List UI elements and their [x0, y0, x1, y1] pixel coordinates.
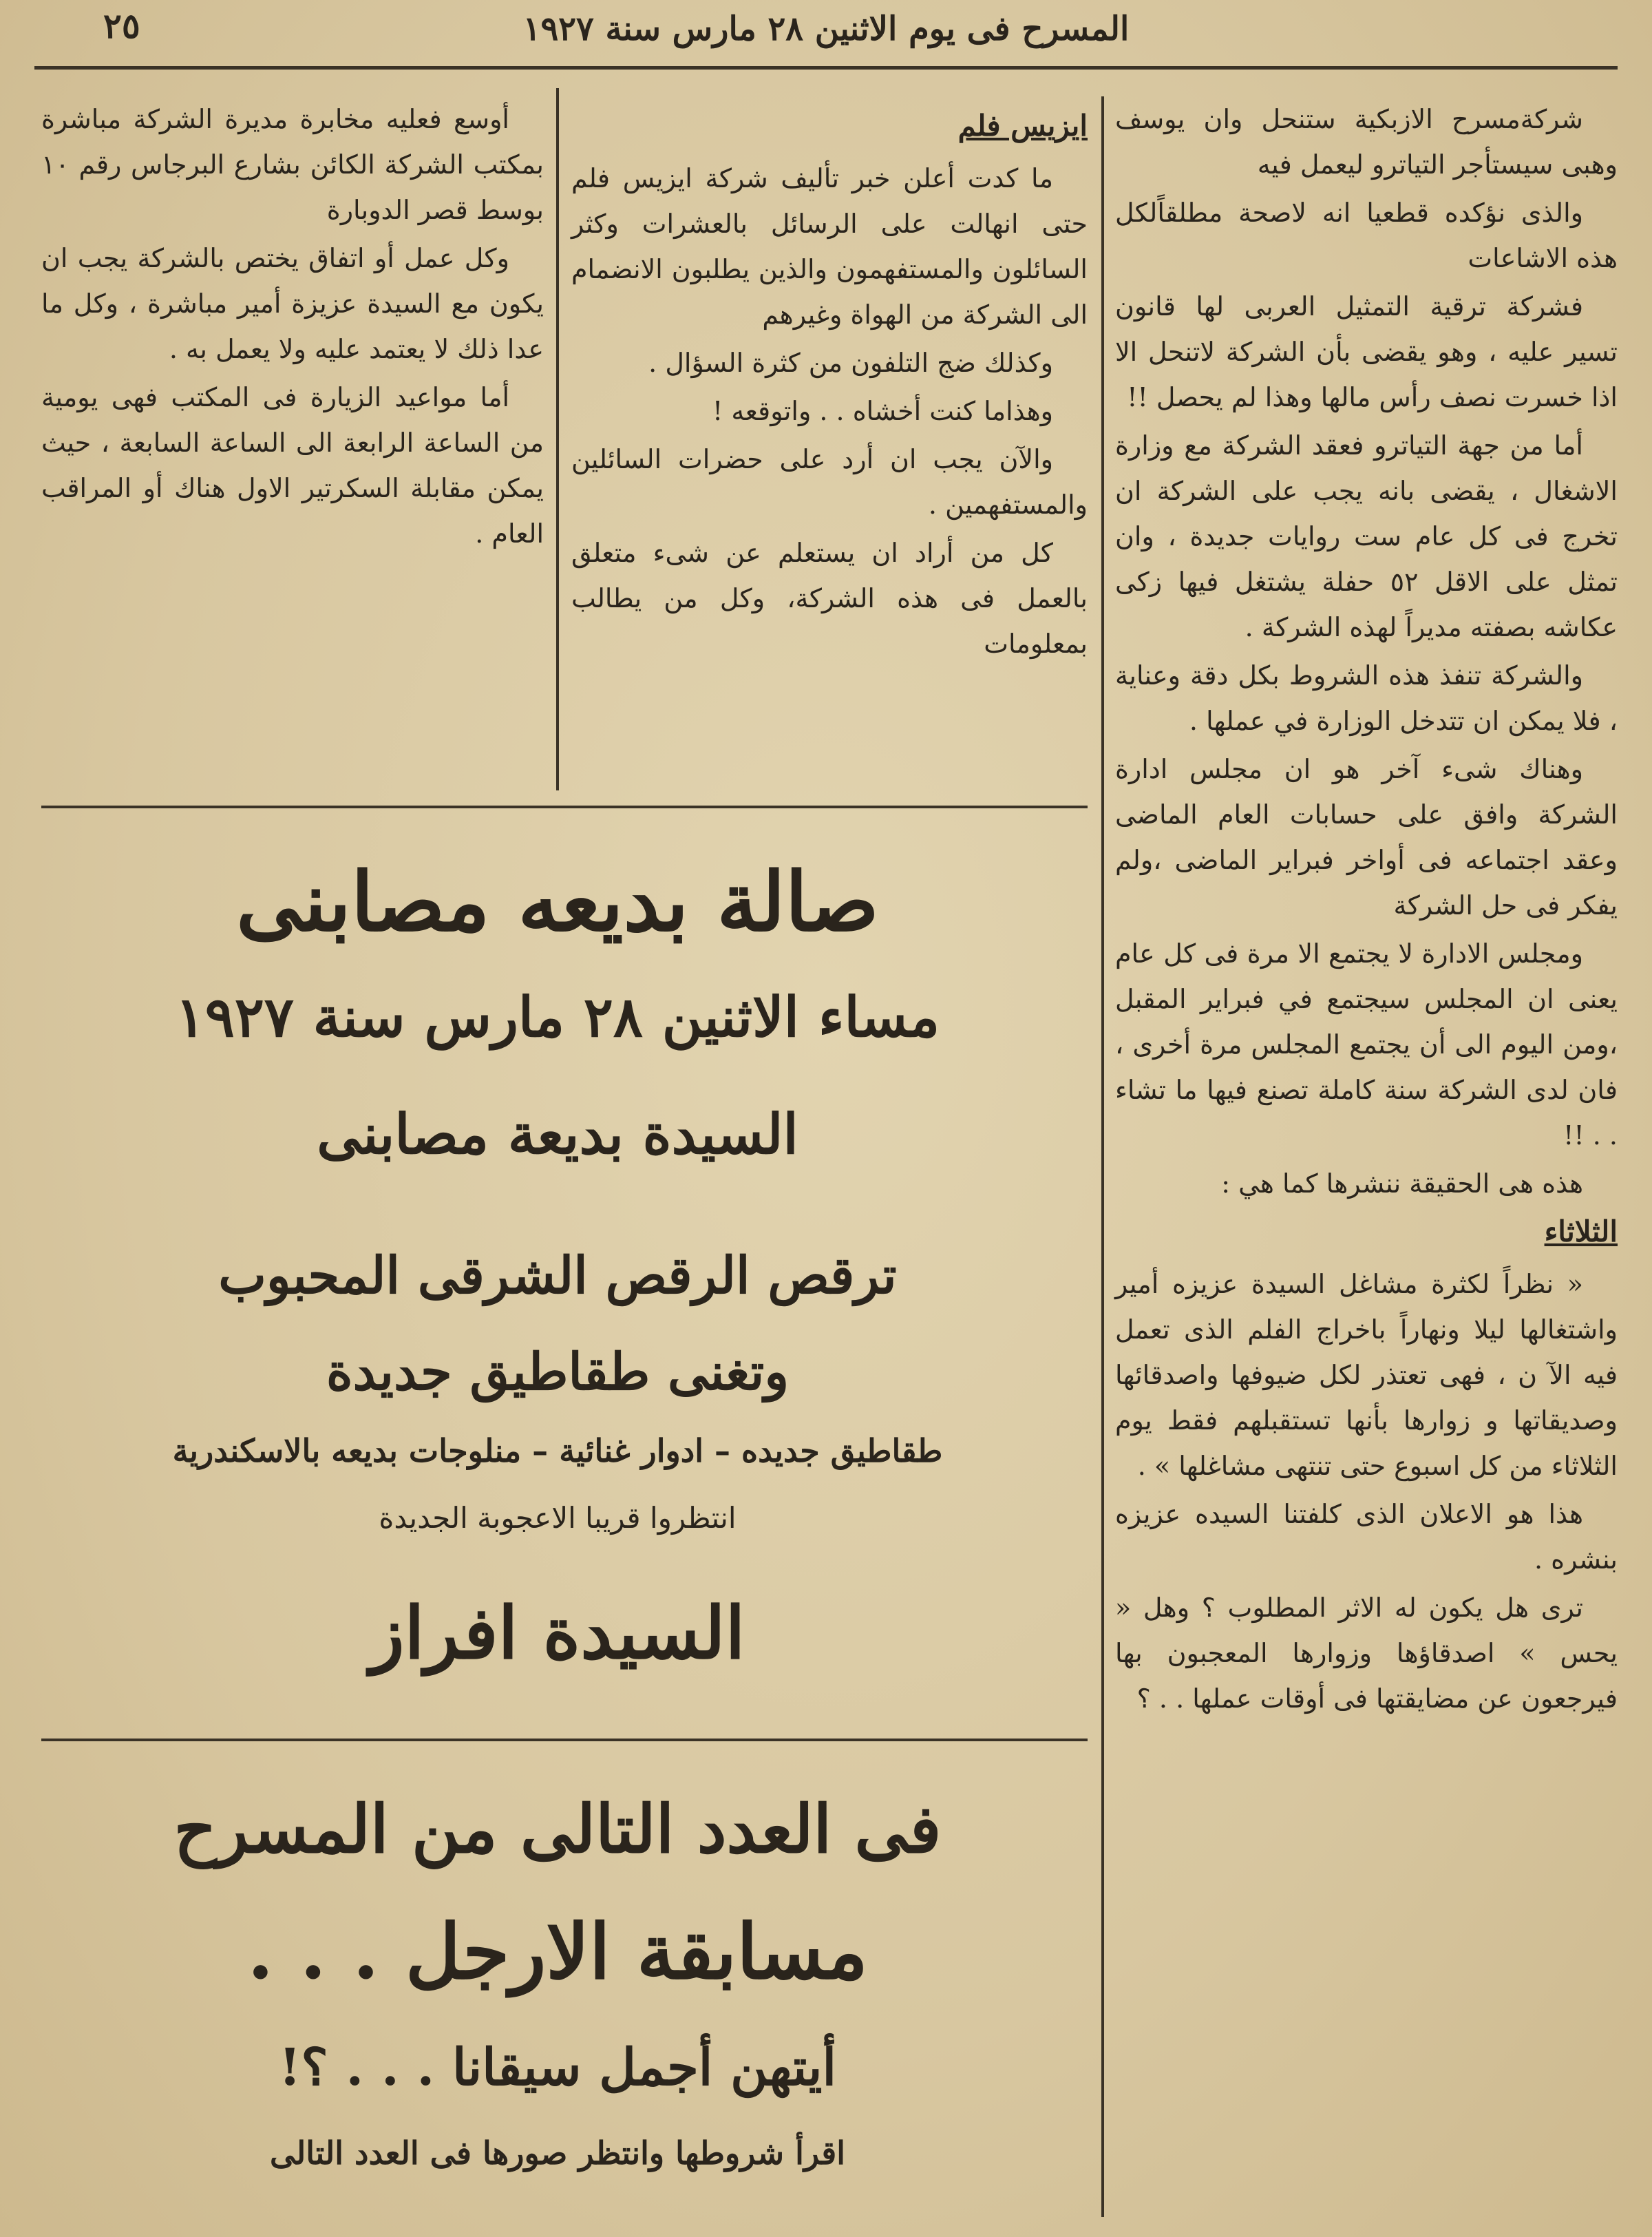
- paragraph: ترى هل يكون له الاثر المطلوب ؟ وهل « يحس » اصدقاؤها وزوارها المعجبون بها فيرجعون عن مضايقتها فى أوقات عملها . . ؟: [1115, 1593, 1618, 1714]
- announcement-contest: مسابقة الارجل . . .: [247, 1907, 868, 1996]
- article-middle-column: [571, 103, 1088, 669]
- column-divider-right: [1101, 96, 1104, 2217]
- advert-song-line: وتغنى طقاطيق جديدة: [326, 1343, 790, 1402]
- paragraph: أوسع فعليه مخابرة مديرة الشركة مباشرة بمكتب الشركة الكائن بشارع البرجاس رقم ١٠ بوسط قصر الدوبارة: [41, 104, 544, 225]
- article-right-column: [1115, 96, 1618, 1724]
- subheading: الثلاثاء: [1544, 1215, 1618, 1248]
- advert-top-rule: [41, 806, 1088, 808]
- paragraph: والذى نؤكده قطعيا انه لاصحة مطلقاًلكل هذه الاشاعات: [1115, 198, 1618, 273]
- paragraph: أما من جهة التياترو فعقد الشركة مع وزارة الاشغال ، يقضى بانه يجب على الشركة ان تخرج فى كل عام ست روايات جديدة ، وان تمثل على الاقل ٥٢ حفلة يشتغل فيها زكى عكاشه بصفته مديراً لهذه الشركة .: [1115, 430, 1618, 642]
- paragraph: شركةمسرح الازبكية ستنحل وان يوسف وهبى سيستأجر التياترو ليعمل فيه: [1115, 104, 1618, 180]
- advert-program: طقاطيق جديده – ادوار غنائية – منلوجات بديعه بالاسكندرية: [172, 1432, 943, 1469]
- paragraph: أما مواعيد الزيارة فى المكتب فهى يومية من الساعة الرابعة الى الساعة السابعة ، حيث يمكن مقابلة السكرتير الاول هناك أو المراقب العام .: [41, 382, 544, 549]
- paragraph: والشركة تنفذ هذه الشروط بكل دقة وعناية ، فلا يمكن ان تتدخل الوزارة في عملها .: [1115, 660, 1618, 736]
- announcement-instruction: اقرأ شروطها وانتظر صورها فى العدد التالى: [269, 2134, 846, 2172]
- advert-dance-line: ترقص الرقص الشرقى المحبوب: [218, 1246, 897, 1305]
- paragraph: وكل عمل أو اتفاق يختص بالشركة يجب ان يكون مع السيدة عزيزة أمير مباشرة ، وكل ما عدا ذلك لا يعتمد عليه ولا يعمل به .: [41, 243, 544, 364]
- header-rule: [34, 66, 1618, 70]
- paragraph: وهذاما كنت أخشاه . . واتوقعه !: [712, 396, 1053, 426]
- paragraph: هذا هو الاعلان الذى كلفتنا السيده عزيزه بنشره .: [1115, 1499, 1618, 1575]
- paragraph: كل من أراد ان يستعلم عن شىء متعلق بالعمل فى هذه الشركة، وكل من يطالب بمعلومات: [571, 538, 1088, 659]
- paragraph: فشركة ترقية التمثيل العربى لها قانون تسير عليه ، وهو يقضى بأن الشركة لاتنحل الا اذا خسرت نصف رأس مالها وهذا لم يحصل !!: [1115, 291, 1618, 412]
- page-number: ٢٥: [103, 6, 140, 46]
- column-divider-left: [556, 88, 559, 790]
- advert-performer: السيدة بديعة مصابنى: [317, 1102, 798, 1166]
- article-left-column: [41, 96, 544, 559]
- advert-headliner: السيدة افراز: [370, 1590, 745, 1675]
- paragraph: وكذلك ضج التلفون من كثرة السؤال .: [648, 348, 1053, 378]
- paragraph: والآن يجب ان أرد على حضرات السائلين والمستفهمين .: [571, 444, 1088, 520]
- announcement-next-issue: فى العدد التالى من المسرح: [173, 1790, 942, 1868]
- advert-coming-soon: انتظروا قريبا الاعجوبة الجديدة: [379, 1501, 737, 1535]
- paragraph: ومجلس الادارة لا يجتمع الا مرة فى كل عام يعنى ان المجلس سيجتمع في فبراير المقبل ،ومن اليوم الى أن يجتمع المجلس مرة أخرى ، فان لدى الشركة سنة كاملة تصنع فيها ما تشاء . . !!: [1115, 938, 1618, 1151]
- announcement-question: أيتهن أجمل سيقانا . . . ؟!: [278, 2038, 837, 2097]
- advert-venue: صالة بديعه مصابنى: [236, 854, 879, 949]
- paragraph: وهناك شىء آخر هو ان مجلس ادارة الشركة وافق على حسابات العام الماضى وعقد اجتماعه فى أواخر فبراير الماضى ،ولم يفكر فى حل الشركة: [1115, 754, 1618, 921]
- paragraph: ما كدت أعلن خبر تأليف شركة ايزيس فلم حتى انهالت على الرسائل بالعشرات وكثر السائلون والمستفهمون والذين يطلبون الانضمام الى الشركة من الهواة وغيرهم: [571, 163, 1088, 330]
- advert-date: مساء الاثنين ٢٨ مارس سنة ١٩٢٧: [175, 985, 940, 1049]
- announcement-top-rule: [41, 1739, 1088, 1741]
- paragraph: « نظراً لكثرة مشاغل السيدة عزيزه أمير واشتغالها ليلا ونهاراً باخراج الفلم الذى تعمل فيه الآ ن ، فهى تعتذر لكل ضيوفها واصدقائها وصديقاتها و زوارها بأنها تستقبلهم فقط يوم الثلاثاء من كل اسبوع حتى تنتهى مشاغلها » .: [1115, 1269, 1618, 1481]
- page-header-title: المسرح فى يوم الاثنين ٢٨ مارس سنة ١٩٢٧: [522, 10, 1130, 48]
- paragraph: هذه هى الحقيقة ننشرها كما هي :: [1221, 1168, 1583, 1199]
- article-title: ايزيس فلم: [957, 109, 1088, 143]
